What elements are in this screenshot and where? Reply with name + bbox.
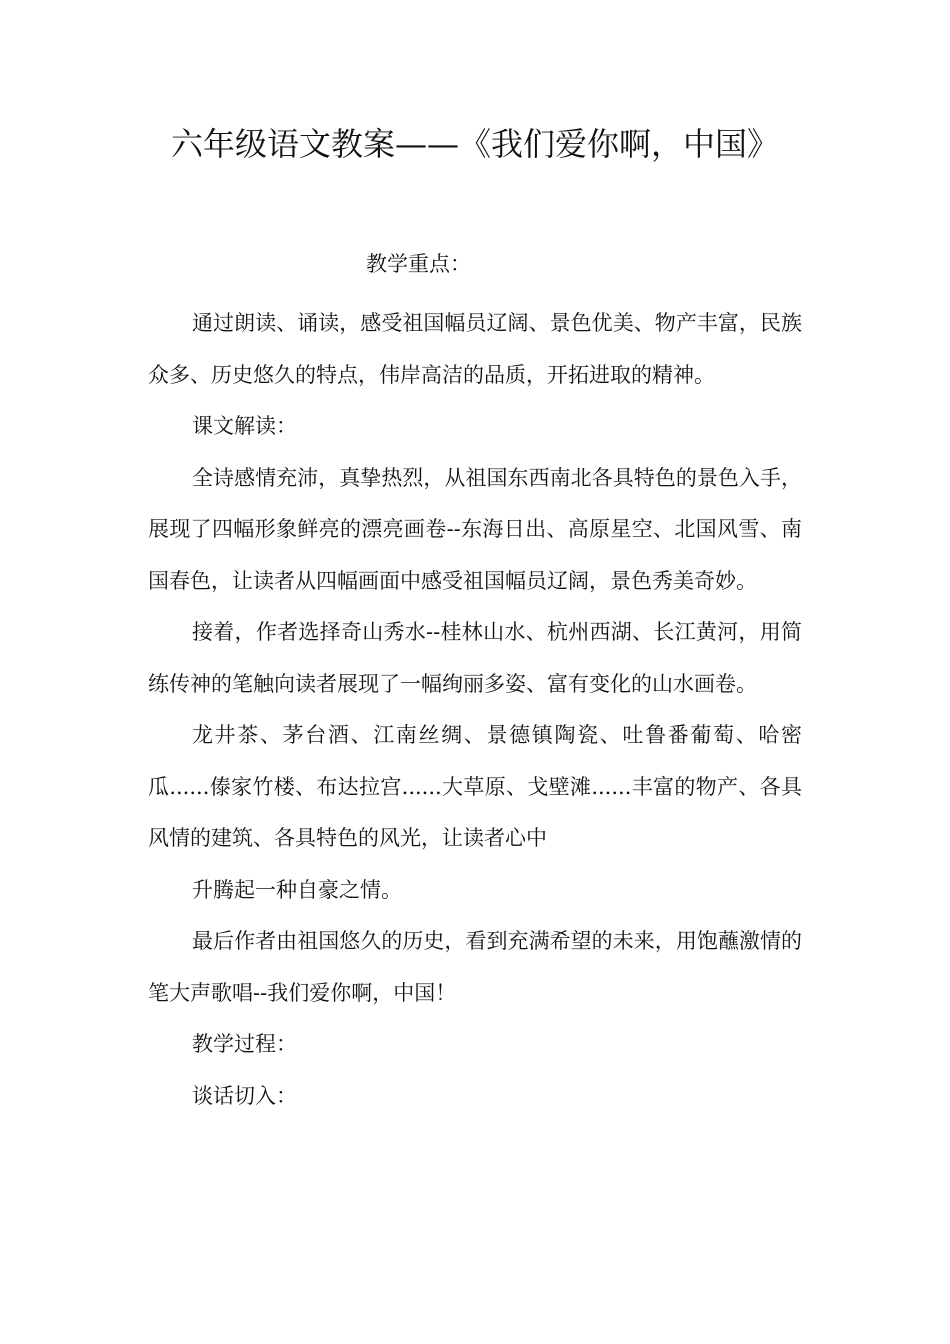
paragraph-products: 龙井茶、茅台酒、江南丝绸、景德镇陶瓷、吐鲁番葡萄、哈密瓜......傣家竹楼、布达拉宫......大草原、戈壁滩......丰富的物产、各具风情的建筑、各具特色的风光，让读者心中 — [148, 723, 802, 850]
document-title: 六年级语文教案——《我们爱你啊，中国》 — [170, 125, 779, 163]
paragraph-pride: 升腾起一种自豪之情。 — [192, 877, 402, 902]
paragraph-teaching-process-heading: 教学过程： — [192, 1032, 297, 1056]
paragraph-introduction-heading: 谈话切入： — [192, 1083, 297, 1108]
paragraph-landscapes: 接着，作者选择奇山秀水--桂林山水、杭州西湖、长江黄河，用简练传神的笔触向读者展现了一幅绚丽多姿、富有变化的山水画卷。 — [148, 620, 802, 696]
section-heading-teaching-focus: 教学重点： — [366, 252, 471, 276]
paragraph-poem-overview: 全诗感情充沛，真挚热烈，从祖国东西南北各具特色的景色入手，展现了四幅形象鲜亮的漂亮画卷--东海日出、高原星空、北国风雪、南国春色，让读者从四幅画面中感受祖国幅员辽阔，景色秀美奇妙。 — [148, 465, 802, 593]
paragraph-text-analysis-heading: 课文解读： — [192, 414, 297, 438]
paragraph-conclusion: 最后作者由祖国悠久的历史，看到充满希望的未来，用饱蘸激情的笔大声歌唱--我们爱你啊，中国！ — [148, 929, 802, 1005]
paragraph-teaching-focus: 通过朗读、诵读，感受祖国幅员辽阔、景色优美、物产丰富，民族众多、历史悠久的特点，伟岸高洁的品质，开拓进取的精神。 — [148, 311, 802, 387]
document-body — [148, 298, 802, 1122]
